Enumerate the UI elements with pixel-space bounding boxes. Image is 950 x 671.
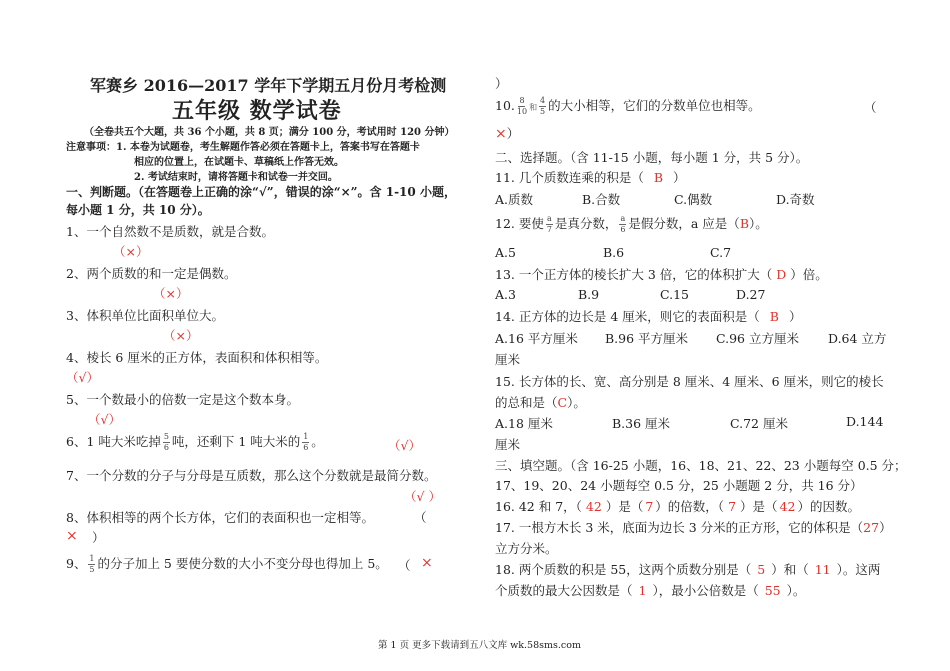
answer-8-open: （ — [414, 510, 427, 525]
question-10-text: 的大小相等，它们的分数单位也相等。 — [548, 98, 761, 113]
q14-option-d-wrap: 厘米 — [495, 352, 521, 367]
exam-scope-note: （全卷共五个大题，共 36 个小题，共 8 页；满分 100 分，考试用时 120 分钟） — [84, 127, 455, 138]
answer-16a: 42 — [585, 499, 602, 514]
answer-10-close: ） — [506, 126, 520, 141]
question-7: 7、一个分数的分子与分母是互质数，那么这个分数就是最简分数。 — [66, 468, 437, 483]
answer-5: （√） — [88, 412, 121, 427]
question-13: 13. 一个正方体的棱长扩大 3 倍，它的体积扩大（ D ）倍。 — [495, 267, 828, 282]
attention-note-1b: 相应的位置上，在试题卡、草稿纸上作答无效。 — [134, 157, 344, 168]
question-8: 8、体积相等的两个长方体，它们的表面积也一定相等。 — [66, 510, 374, 525]
question-9 — [66, 554, 388, 574]
answer-8-close: ） — [92, 530, 105, 545]
answer-10-open: （ — [864, 100, 877, 115]
q12-option-c: C.7 — [710, 245, 732, 260]
q13-option-b: B.9 — [578, 287, 600, 302]
q15-option-d-wrap: 厘米 — [495, 437, 521, 452]
attention-note-1a: 注意事项：1. 本卷为试题卷，考生解题作答必须在答题卡上，答案书写在答题卡 — [66, 142, 420, 153]
exam-subject-title: 五年级 数学试卷 — [172, 98, 342, 124]
answer-13: D — [776, 267, 787, 282]
q14-option-d: D.64 立方 — [828, 331, 887, 346]
question-9-number: 9、 — [66, 556, 87, 571]
fraction-5-6: $\frac{5}{6}$ — [163, 432, 169, 452]
question-6-text-c: 。 — [311, 434, 324, 449]
answer-16c: 7 — [728, 499, 737, 514]
question-10-and: 和 — [529, 103, 538, 112]
question-14: 14. 正方体的边长是 4 厘米，则它的表面积是（ B ） — [495, 309, 802, 324]
answer-4: （√） — [66, 370, 99, 385]
answer-15: C — [557, 395, 568, 410]
fraction-8-10: $\frac{8}{10}$ — [516, 96, 528, 116]
answer-9-open: （ — [398, 558, 411, 573]
q15-option-c: C.72 厘米 — [730, 416, 788, 431]
answer-2: （×） — [153, 286, 189, 301]
answer-9-close: ） — [495, 76, 508, 91]
question-10-number: 10. — [495, 98, 515, 113]
question-6 — [66, 432, 324, 452]
question-4: 4、棱长 6 厘米的正方体，表面积和体积相等。 — [66, 350, 328, 365]
question-17: 17. 一根方木长 3 米，底面为边长 3 分米的正方形，它的体积是（27） — [495, 520, 892, 535]
answer-3: （×） — [163, 328, 199, 343]
q15-option-d: D.144 — [846, 414, 884, 429]
answer-6: （√） — [388, 438, 421, 453]
question-17-wrap: 立方分米。 — [495, 541, 558, 556]
question-15-line2: 的总和是（C）。 — [495, 395, 586, 410]
question-10 — [495, 96, 761, 116]
answer-18b: 11 — [814, 562, 831, 577]
question-12: 12. 要使 $\frac{a}{7}$ 是真分数， $\frac{a}{6}$ 是假分数，a 应是（B）。 — [495, 214, 768, 234]
section3-heading-b: 17、19、20、24 小题每空 0.5 分，25 小题题 2 分，共 16 分） — [495, 478, 863, 493]
q13-option-c: C.15 — [660, 287, 689, 302]
q14-option-b: B.96 平方厘米 — [605, 331, 689, 346]
answer-7: （√ ） — [404, 489, 441, 504]
q13-option-d: D.27 — [736, 287, 766, 302]
fraction-1-6: $\frac{1}{6}$ — [303, 432, 309, 452]
section2-heading: 二、选择题。（含 11-15 小题，每小题 1 分，共 5 分）。 — [495, 150, 809, 165]
question-15-line1: 15. 长方体的长、宽、高分别是 8 厘米、4 厘米、6 厘米，则它的棱长 — [495, 374, 884, 389]
q14-option-c: C.96 立方厘米 — [716, 331, 799, 346]
q11-option-d: D.奇数 — [776, 192, 815, 207]
answer-10-mark: × — [495, 126, 507, 142]
answer-16b: 7 — [645, 499, 654, 514]
answer-11: B — [653, 170, 664, 185]
q15-option-a: A.18 厘米 — [495, 416, 553, 431]
question-11: 11. 几个质数连乘的积是（ B ） — [495, 170, 686, 185]
q11-option-a: A.质数 — [495, 192, 534, 207]
q11-option-c: C.偶数 — [674, 192, 713, 207]
answer-12: B — [739, 216, 749, 231]
fraction-a-7: $\frac{a}{7}$ — [546, 214, 552, 234]
q15-option-b: B.36 厘米 — [612, 416, 671, 431]
answer-8-mark: × — [66, 528, 78, 544]
question-5: 5、一个数最小的倍数一定是这个数本身。 — [66, 392, 299, 407]
question-3: 3、体积单位比面积单位大。 — [66, 308, 224, 323]
question-9-text: 的分子加上 5 要使分数的大小不变分母也得加上 5。 — [97, 556, 388, 571]
answer-18a: 5 — [757, 562, 766, 577]
attention-note-2: 2. 考试结束时，请将答题卡和试卷一并交回。 — [134, 172, 338, 183]
section1-heading-b: 每小题 1 分，共 10 分）。 — [66, 203, 210, 217]
answer-10 — [495, 124, 519, 142]
answer-9-mark: × — [421, 555, 433, 571]
fraction-4-5: $\frac{4}{5}$ — [540, 96, 546, 116]
q12-option-b: B.6 — [603, 245, 625, 260]
question-16: 16. 42 和 7，（ 42 ）是（ 7 ）的倍数，（ 7 ）是（ 42 ）的因数。 — [495, 499, 860, 514]
question-18-line2: 个质数的最大公因数是（ 1 ），最小公倍数是（ 55 ）。 — [495, 583, 806, 598]
question-6-text-a: 6、1 吨大米吃掉 — [66, 434, 161, 449]
answer-14: B — [769, 309, 779, 324]
fraction-1-5: $\frac{1}{5}$ — [89, 554, 95, 574]
fraction-a-6: $\frac{a}{6}$ — [620, 214, 626, 234]
q11-option-b: B.合数 — [582, 192, 621, 207]
section3-heading-a: 三、填空题。（含 16-25 小题，16、18、21、22、23 小题每空 0.5 分； — [495, 458, 907, 473]
q12-option-a: A.5 — [495, 245, 516, 260]
question-1: 1、一个自然数不是质数，就是合数。 — [66, 224, 274, 239]
q14-option-a: A.16 平方厘米 — [495, 331, 578, 346]
question-2: 2、两个质数的和一定是偶数。 — [66, 266, 237, 281]
page-footer: 第 1 页 更多下载请到五八文库 wk.58sms.com — [378, 640, 581, 651]
question-18-line1: 18. 两个质数的积是 55，这两个质数分别是（ 5 ）和（ 11 ）。这两 — [495, 562, 881, 577]
answer-18c: 1 — [638, 583, 647, 598]
answer-17: 27 — [863, 520, 880, 535]
question-6-text-b: 吨，还剩下 1 吨大米的 — [171, 434, 301, 449]
answer-1: （×） — [113, 244, 149, 259]
q13-option-a: A.3 — [495, 287, 516, 302]
section1-heading-a: 一、判断题。（在答题卷上正确的涂“√”，错误的涂“×”。含 1-10 小题， — [66, 185, 456, 199]
answer-16d: 42 — [779, 499, 796, 514]
answer-18d: 55 — [764, 583, 781, 598]
exam-header-title: 军赛乡 2016—2017 学年下学期五月份月考检测 — [90, 76, 447, 95]
